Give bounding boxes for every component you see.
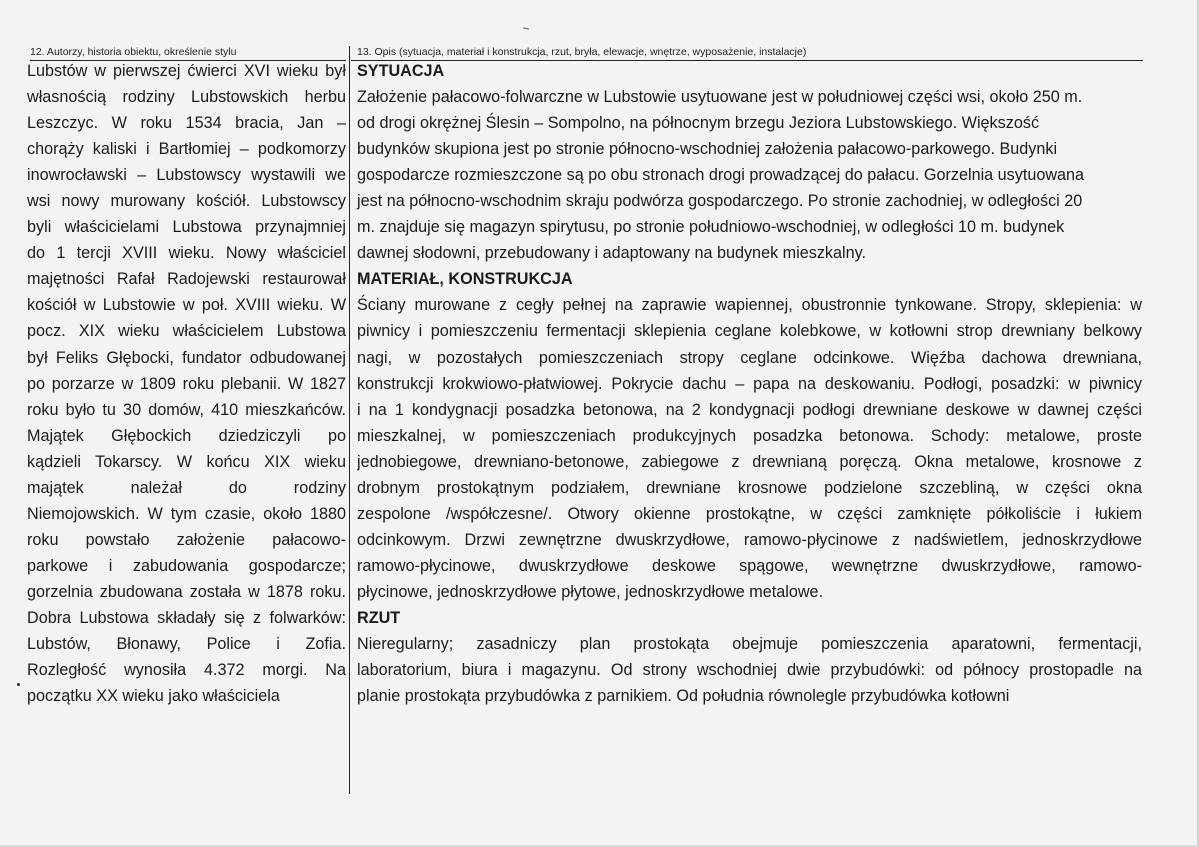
history-text-line: byli właścicielami Lubstowa przynajmniej — [27, 218, 346, 237]
description-text-line: konstrukcji krokwiowo-płatwiowej. Pokrycie dachu – papa na deskowaniu. Podłogi, posadzki: w piwnicy — [357, 374, 1142, 393]
history-text-line: Dobra Lubstowa składały się z folwarków: — [27, 608, 346, 627]
history-text-line: Niemojowskich. W tym czasie, około 1880 — [27, 504, 346, 523]
description-text-line: płycinowe, jednoskrzydłowe płytowe, jednoskrzydłowe metalowe. — [357, 582, 824, 601]
description-section-heading: MATERIAŁ, KONSTRUKCJA — [357, 270, 573, 289]
description-text-line: m. znajduje się magazyn spirytusu, po stronie południowo-wschodniej, w odległości 10 m. budynek — [357, 218, 1065, 237]
history-text-line: był Feliks Głębocki, fundator odbudowanej — [27, 348, 346, 367]
description-section-heading: RZUT — [357, 608, 401, 627]
history-text-line: gorzelnia zbudowana została w 1878 roku. — [27, 582, 346, 601]
description-text-line: ramowo-płycinowe, dwuskrzydłowe deskowe spągowe, wewnętrzne dwuskrzydłowe, ramowo- — [357, 556, 1142, 575]
description-text-line: laboratorium, biura i magazynu. Od strony wschodniej dwie przybudówki: od północy prostopadle na — [357, 661, 1142, 680]
description-text-line: gospodarcze rozmieszczone są po obu stronach drogi prowadzącej do pałacu. Gorzelnia usytuowana — [357, 166, 1085, 185]
history-text-line: kościół w Lubstowie w poł. XVIII wieku. W — [27, 296, 346, 315]
history-text-line: wsi nowy murowany kościół. Lubstowscy — [27, 192, 346, 211]
description-section-heading: SYTUACJA — [357, 62, 445, 80]
history-text-line: chorąży kaliski i Bartłomiej – podkomorzy — [27, 140, 346, 159]
history-text-line: do 1 tercji XVIII wieku. Nowy właściciel — [27, 244, 346, 263]
history-text-line: roku było tu 30 domów, 410 mieszkańców. — [27, 400, 346, 419]
section-12-header: 12. Autorzy, historia obiektu, określenie stylu — [30, 46, 237, 58]
history-text-line: majętności Rafał Radojewski restaurował — [27, 270, 346, 289]
description-column — [357, 58, 1142, 709]
scan-dot — [17, 683, 20, 686]
history-text-line: własnością rodziny Lubstowskich herbu — [27, 88, 346, 107]
history-text-line: pocz. XIX wieku właścicielem Lubstowa — [27, 322, 346, 341]
history-text-line: parkowe i zabudowania gospodarcze; — [27, 556, 346, 575]
history-text-line: inowrocławski – Lubstowscy wystawili we — [27, 166, 346, 185]
description-text-line: jednobiegowe, drewniano-betonowe, zabiegowe z drewnianą poręczą. Okna metalowe, krosnowe z — [357, 452, 1142, 471]
history-text-line: początku XX wieku jako właściciela — [27, 687, 280, 706]
history-column — [27, 58, 346, 709]
history-text-line: Majątek Głębockich dziedziczyli po — [27, 426, 346, 445]
description-text-line: budynków skupiona jest po stronie północno-wschodniej założenia pałacowo-parkowego. Budynki — [357, 140, 1058, 159]
description-text-line: odcinkowym. Drzwi zewnętrzne dwuskrzydłowe, ramowo-płycinowe z nadświetlem, jednoskrzydłowe — [357, 530, 1142, 549]
column-divider — [349, 46, 350, 794]
history-text-line: Lubstów w pierwszej ćwierci XVI wieku był — [27, 62, 346, 80]
description-text-line: piwnicy i pomieszczeniu fermentacji sklepienia ceglane kolebkowe, w kotłowni strop drewniany belkowy — [357, 322, 1142, 341]
history-text-line: po porzarze w 1809 roku plebanii. W 1827 — [27, 374, 346, 393]
history-text-line: Rozległość wynosiła 4.372 morgi. Na — [27, 661, 346, 680]
description-text-line: nagi, w pozostałych pomieszczeniach stropy ceglane odcinkowe. Więźba dachowa drewniana, — [357, 348, 1142, 367]
description-text-line: zespolone /współczesne/. Otwory okienne prostokątne, w części zamknięte półkoliście i łukiem — [357, 504, 1142, 523]
history-text-line: roku powstało założenie pałacowo- — [27, 530, 346, 549]
history-text-line: Lubstów, Błonawy, Police i Zofia. — [27, 635, 346, 654]
description-text-line: Nieregularny; zasadniczy plan prostokąta obejmuje pomieszczenia aparatowni, fermentacji, — [357, 635, 1142, 654]
description-text-line: planie prostokąta przybudówka z parnikiem. Od południa równolegle przybudówka kotłowni — [357, 687, 1010, 706]
description-text-line: Ściany murowane z cegły pełnej na zaprawie wapiennej, obustronnie tynkowane. Stropy, sklepienia: w — [357, 296, 1142, 315]
history-text-line: majątek należał do rodziny — [27, 478, 346, 497]
history-text-line: kądzieli Tokarscy. W końcu XIX wieku — [27, 452, 346, 471]
description-text-line: drobnym prostokątnym podziałem, drewniane krosnowe podzielone szczebliną, w części okna — [357, 478, 1142, 497]
description-text-line: mieszkalnej, w pomieszczeniach produkcyjnych posadzka betonowa. Schody: metalowe, proste — [357, 426, 1142, 445]
description-text-line: Założenie pałacowo-folwarczne w Lubstowie usytuowane jest w południowej części wsi, około 250 m. — [357, 88, 1083, 107]
history-text-line: Leszczyc. W roku 1534 bracia, Jan – — [27, 114, 346, 133]
description-text-line: dawnej słodowni, przebudowany i adaptowany na budynek mieszkalny. — [357, 244, 867, 263]
description-text-line: jest na północno-wschodnim skraju podwórza gospodarczego. Po stronie zachodniej, w odległości 20 — [357, 192, 1083, 211]
section-13-header: 13. Opis (sytuacja, materiał i konstrukcja, rzut, bryła, elewacje, wnętrze, wyposażenie, instalacje) — [357, 46, 807, 58]
description-text-line: i na 1 kondygnacji posadzka betonowa, na 2 kondygnacji podłogi drewniane deskowe w dawnej części — [357, 400, 1142, 419]
description-text-line: od drogi okrężnej Ślesin – Sompolno, na północnym brzegu Jeziora Lubstowskiego. Większość — [357, 114, 1040, 133]
